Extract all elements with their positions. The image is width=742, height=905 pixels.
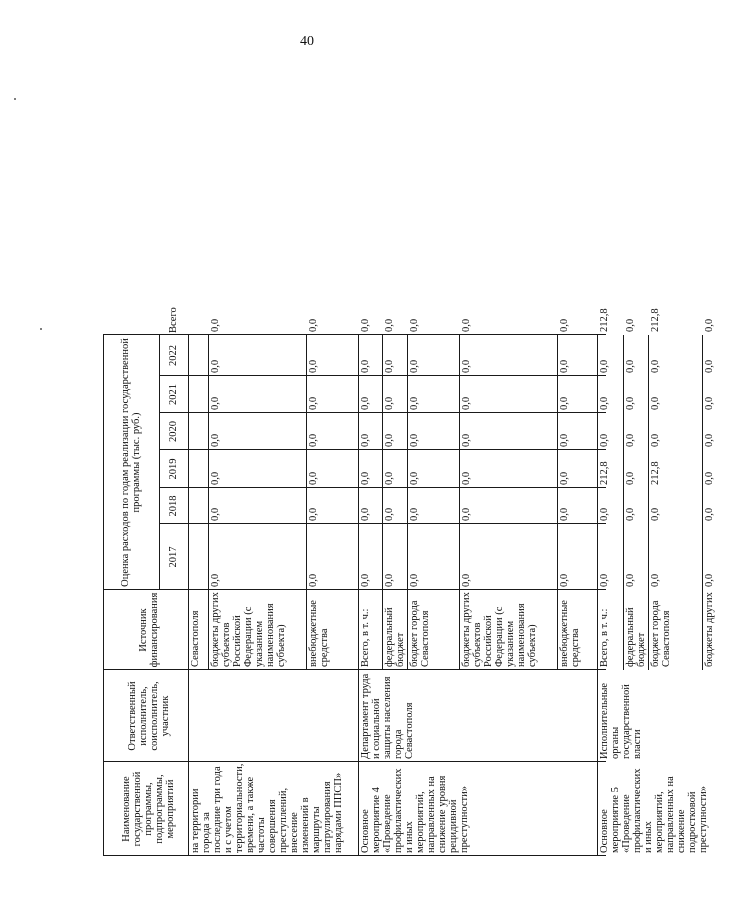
row-divider — [648, 335, 649, 670]
value-cell: 0,0 — [360, 507, 371, 521]
value-cell: 0,0 — [360, 396, 371, 410]
header-subdivider — [159, 335, 160, 590]
value-cell — [190, 376, 208, 412]
value-cell: 0,0 — [210, 318, 221, 332]
funding-source: Всего, в т. ч.: — [599, 608, 610, 667]
value-cell: 0,0 — [384, 318, 395, 332]
value-cell: 0,0 — [559, 359, 570, 373]
column-divider — [103, 855, 606, 856]
value-cell: 212,8 — [599, 461, 610, 485]
value-cell: 0,0 — [360, 573, 371, 587]
row-divider — [208, 335, 209, 670]
value-cell: 0,0 — [625, 396, 636, 410]
value-cell: 0,0 — [409, 433, 420, 447]
value-cell: 0,0 — [409, 318, 420, 332]
value-cell — [190, 450, 208, 487]
header-year: 2017 — [168, 546, 179, 568]
funding-source: бюджет города Севастополя — [409, 600, 431, 667]
value-cell: 0,0 — [210, 396, 221, 410]
column-divider — [159, 523, 606, 524]
funding-source: внебюджетные средства — [308, 600, 330, 667]
value-cell: 0,0 — [461, 359, 472, 373]
value-cell: 0,0 — [650, 507, 661, 521]
column-divider — [103, 589, 606, 590]
funding-source: Всего, в т. ч.: — [360, 608, 371, 667]
value-cell: 0,0 — [384, 573, 395, 587]
table-border-top — [103, 335, 104, 856]
value-cell: 0,0 — [210, 507, 221, 521]
column-divider — [159, 487, 606, 488]
value-cell: 0,0 — [384, 359, 395, 373]
value-cell: 0,0 — [559, 507, 570, 521]
measure-name: Основное мероприятие 4 «Проведение профилактических и иных мероприятий, направленных на снижение уровня рецидивной преступности» — [360, 768, 470, 853]
row-divider — [306, 335, 307, 670]
funding-source: бюджеты других субъектов Российской Федерации (с указанием наименования субъекта) — [210, 592, 287, 667]
value-cell: 0,0 — [384, 507, 395, 521]
funding-source: федеральный бюджет — [384, 607, 406, 667]
value-cell: 0,0 — [559, 318, 570, 332]
value-cell: 0,0 — [308, 573, 319, 587]
value-cell: 0,0 — [360, 318, 371, 332]
value-cell: 0,0 — [599, 507, 610, 521]
column-divider — [159, 412, 606, 413]
column-divider — [103, 761, 606, 762]
header-name: Наименование государственной программы, подпрограммы, мероприятий — [121, 771, 176, 847]
budget-table — [103, 62, 715, 856]
row-divider — [407, 335, 408, 670]
funding-source: Севастополя — [190, 610, 201, 667]
value-cell: 0,0 — [308, 471, 319, 485]
value-cell: 0,0 — [384, 396, 395, 410]
value-cell: 0,0 — [704, 507, 715, 521]
value-cell: 0,0 — [409, 359, 420, 373]
value-cell: 0,0 — [650, 396, 661, 410]
row-divider — [623, 335, 624, 670]
value-cell: 0,0 — [409, 507, 420, 521]
header-year: 2022 — [168, 345, 179, 366]
value-cell: 0,0 — [599, 433, 610, 447]
value-cell: 0,0 — [384, 471, 395, 485]
responsible-executor: Исполнительные органы государственной власти — [599, 682, 643, 759]
value-cell: 212,8 — [650, 308, 661, 332]
value-cell: 0,0 — [559, 396, 570, 410]
row-divider — [557, 335, 558, 670]
value-cell: 0,0 — [704, 359, 715, 373]
value-cell: 0,0 — [625, 573, 636, 587]
column-divider — [103, 334, 606, 335]
value-cell: 0,0 — [650, 433, 661, 447]
value-cell: 0,0 — [308, 359, 319, 373]
funding-source: бюджеты других субъектов Российской Федерации (с указанием наименования субъекта) — [461, 592, 538, 667]
header-bottom-border — [188, 335, 189, 856]
row-divider — [702, 335, 703, 670]
value-cell: 0,0 — [461, 318, 472, 332]
header-source: Источник финансирования — [137, 592, 160, 668]
responsible-executor — [190, 670, 358, 761]
value-cell: 0,0 — [461, 507, 472, 521]
row-divider — [382, 335, 383, 670]
value-cell: 0,0 — [625, 359, 636, 373]
measure-name: на территории города за последние три года и с учетом территориальности, времени, а также частоты совершения преступлений, внесение изменений в маршруты патрулирования нарядами ППСП» — [190, 763, 344, 853]
value-cell: 0,0 — [210, 433, 221, 447]
value-cell: 0,0 — [559, 471, 570, 485]
value-cell: 0,0 — [650, 573, 661, 587]
group-divider — [358, 335, 359, 856]
value-cell: 0,0 — [210, 573, 221, 587]
value-cell: 0,0 — [360, 359, 371, 373]
value-cell: 0,0 — [308, 433, 319, 447]
value-cell: 0,0 — [704, 318, 715, 332]
value-cell — [190, 524, 208, 589]
header-year: 2018 — [168, 495, 179, 517]
header-estimate: Оценка расходов по годам реализации государственной программы (тыс. руб.) — [120, 338, 142, 587]
responsible-executor: Департамент труда и социальной защиты населения города Севастополя — [360, 673, 415, 759]
value-cell: 0,0 — [704, 396, 715, 410]
value-cell — [190, 488, 208, 523]
measure-name: Основное мероприятие 5 «Проведение профилактических и иных мероприятий, направленных на снижение подростковой преступности» — [599, 768, 709, 853]
value-cell: 0,0 — [625, 471, 636, 485]
value-cell — [190, 413, 208, 449]
value-cell: 0,0 — [360, 471, 371, 485]
funding-source: бюджет города Севастополя — [650, 600, 672, 667]
value-cell: 0,0 — [704, 433, 715, 447]
header-year: 2020 — [168, 421, 179, 442]
value-cell: 0,0 — [625, 433, 636, 447]
value-cell: 0,0 — [599, 359, 610, 373]
value-cell: 0,0 — [599, 573, 610, 587]
value-cell: 0,0 — [308, 507, 319, 521]
funding-source: федеральный бюджет — [625, 607, 647, 667]
value-cell: 0,0 — [704, 471, 715, 485]
scan-artifact — [14, 98, 16, 100]
value-cell: 0,0 — [599, 396, 610, 410]
header-year: 2021 — [168, 384, 179, 405]
value-cell: 212,8 — [599, 308, 610, 332]
value-cell: 0,0 — [360, 433, 371, 447]
column-divider — [103, 669, 606, 670]
value-cell: 0,0 — [650, 359, 661, 373]
value-cell — [190, 335, 208, 375]
value-cell: 0,0 — [625, 507, 636, 521]
value-cell: 0,0 — [461, 396, 472, 410]
value-cell: 0,0 — [461, 433, 472, 447]
value-cell: 0,0 — [625, 318, 636, 332]
value-cell: 0,0 — [210, 359, 221, 373]
value-cell: 0,0 — [461, 573, 472, 587]
value-cell: 0,0 — [559, 433, 570, 447]
column-divider — [159, 375, 606, 376]
value-cell: 0,0 — [409, 396, 420, 410]
group-divider — [597, 335, 598, 856]
funding-source: внебюджетные средства — [559, 600, 581, 667]
header-year: 2019 — [168, 458, 179, 480]
value-cell: 0,0 — [704, 573, 715, 587]
rotated-table-viewport — [103, 62, 715, 856]
value-cell: 0,0 — [409, 471, 420, 485]
value-cell: 0,0 — [210, 471, 221, 485]
value-cell: 0,0 — [461, 471, 472, 485]
value-cell: 0,0 — [559, 573, 570, 587]
funding-source: бюджеты других — [704, 592, 715, 667]
value-cell: 0,0 — [308, 318, 319, 332]
scan-artifact — [40, 328, 42, 330]
header-year: Всего — [168, 307, 179, 333]
column-divider — [159, 449, 606, 450]
value-cell: 0,0 — [308, 396, 319, 410]
value-cell: 0,0 — [384, 433, 395, 447]
value-cell: 0,0 — [409, 573, 420, 587]
page-number: 40 — [300, 34, 314, 49]
value-cell: 212,8 — [650, 461, 661, 485]
row-divider — [459, 335, 460, 670]
header-executor: Ответственный исполнитель, соисполнитель, участник — [126, 681, 171, 751]
